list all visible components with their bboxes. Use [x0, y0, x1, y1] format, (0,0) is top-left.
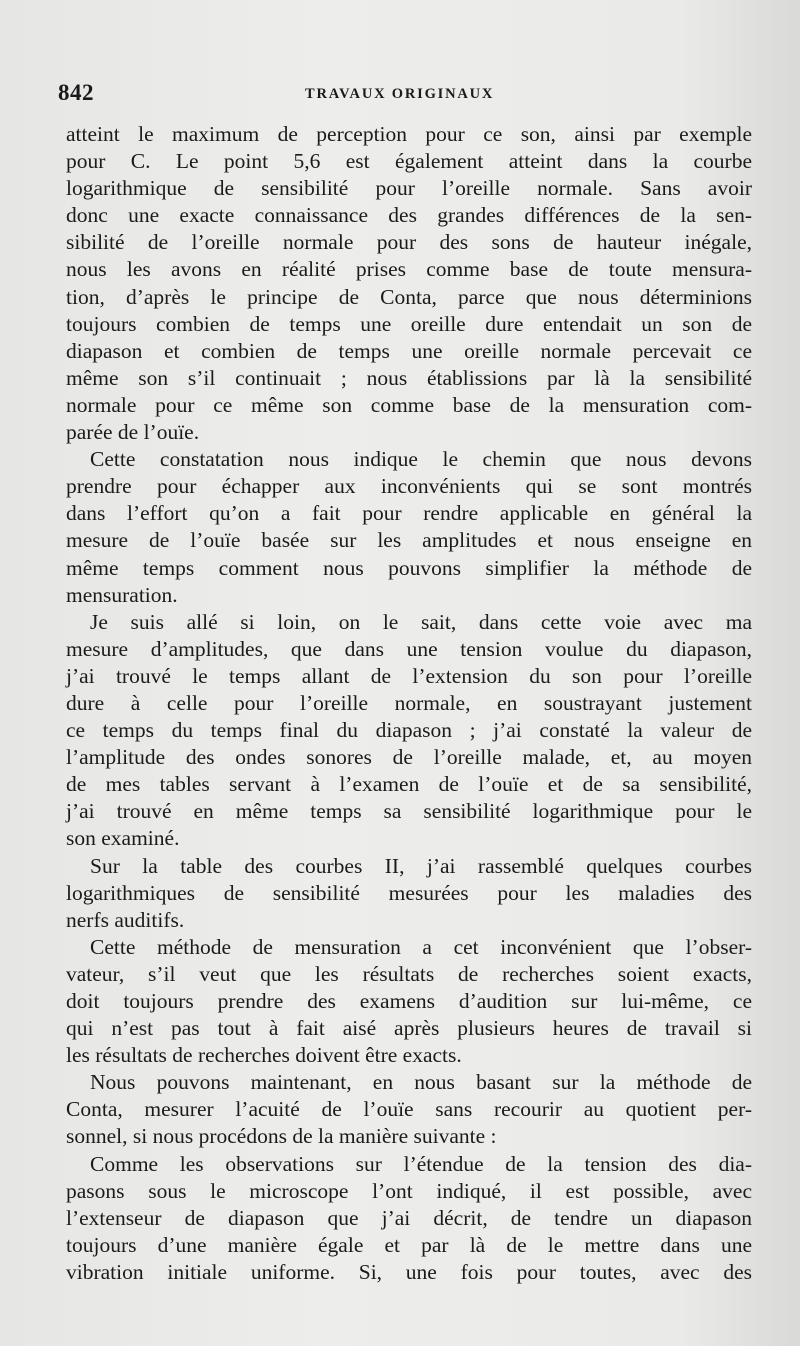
- text-line: doit toujours prendre des examens d’audition sur lui-même, ce: [66, 989, 752, 1013]
- text-line: dans l’effort qu’on a fait pour rendre applicable en général la: [66, 501, 752, 526]
- text-line: pasons sous le microscope l’ont indiqué, il est possible, avec: [66, 1178, 752, 1203]
- text-line: atteint le maximum de perception pour ce son, ainsi par exemple: [66, 122, 752, 146]
- text-line: donc une exacte connaissance des grandes différences de la sen-: [66, 203, 752, 228]
- text-line: diapason et combien de temps une oreille normale percevait ce: [66, 338, 752, 363]
- running-title: TRAVAUX ORIGINAUX: [305, 86, 495, 102]
- text-line: toujours combien de temps une oreille dure entendait un son de: [66, 311, 752, 336]
- text-line: normale pour ce même son comme base de la mensuration com-: [66, 392, 752, 417]
- text-line: tion, d’après le principe de Conta, parce que nous déterminions: [66, 284, 752, 309]
- text-line: nous les avons en réalité prises comme base de toute mensura-: [66, 257, 752, 282]
- text-line: même temps comment nous pouvons simplifier la méthode de: [66, 555, 752, 580]
- text-line: qui n’est pas tout à fait aisé après plusieurs heures de travail si: [66, 1016, 752, 1041]
- text-line: son examiné.: [66, 826, 180, 851]
- text-line: Conta, mesurer l’acuité de l’ouïe sans recourir au quotient per-: [66, 1097, 752, 1122]
- text-line: l’amplitude des ondes sonores de l’oreille malade, et, au moyen: [66, 745, 752, 770]
- text-line: prendre pour échapper aux inconvénients qui se sont montrés: [66, 474, 752, 499]
- text-line: Sur la table des courbes II, j’ai rassemblé quelques courbes: [90, 853, 752, 878]
- text-line: sonnel, si nous procédons de la manière suivante :: [66, 1124, 497, 1149]
- text-line: Cette constatation nous indique le chemin que nous devons: [90, 447, 752, 472]
- text-line: les résultats de recherches doivent être exacts.: [66, 1043, 462, 1068]
- text-line: mesure de l’ouïe basée sur les amplitudes et nous enseigne en: [66, 528, 752, 553]
- text-line: nerfs auditifs.: [66, 907, 185, 932]
- text-line: Nous pouvons maintenant, en nous basant sur la méthode de: [90, 1070, 752, 1095]
- text-line: l’extenseur de diapason que j’ai décrit, de tendre un diapason: [66, 1205, 752, 1230]
- text-line: ce temps du temps final du diapason ; j’ai constaté la valeur de: [66, 718, 752, 743]
- text-line: j’ai trouvé le temps allant de l’extension du son pour l’oreille: [66, 663, 752, 688]
- text-line: mesure d’amplitudes, que dans une tension voulue du diapason,: [66, 636, 752, 661]
- text-line: Comme les observations sur l’étendue de la tension des dia-: [90, 1151, 752, 1176]
- text-line: vibration initiale uniforme. Si, une fois pour toutes, avec des: [66, 1259, 752, 1284]
- text-line: parée de l’ouïe.: [66, 420, 200, 445]
- text-line: logarithmique de sensibilité pour l’oreille normale. Sans avoir: [66, 176, 752, 201]
- page-number: 842: [58, 80, 94, 105]
- text-line: Je suis allé si loin, on le sait, dans cette voie avec ma: [90, 609, 752, 634]
- text-line: sibilité de l’oreille normale pour des sons de hauteur inégale,: [66, 230, 752, 255]
- page-header: [58, 80, 758, 110]
- text-line: dure à celle pour l’oreille normale, en soustrayant justement: [66, 690, 752, 715]
- text-line: logarithmiques de sensibilité mesurées pour les maladies des: [66, 880, 752, 905]
- text-line: mensuration.: [66, 582, 178, 607]
- text-line: Cette méthode de mensuration a cet inconvénient que l’obser-: [90, 934, 752, 959]
- text-line: j’ai trouvé en même temps sa sensibilité logarithmique pour le: [66, 799, 752, 824]
- text-line: pour C. Le point 5,6 est également atteint dans la courbe: [66, 149, 752, 174]
- body-text: [66, 121, 752, 1286]
- text-line: vateur, s’il veut que les résultats de recherches soient exacts,: [66, 961, 752, 986]
- text-line: toujours d’une manière égale et par là de le mettre dans une: [66, 1232, 752, 1257]
- text-line: de mes tables servant à l’examen de l’ouïe et de sa sensibilité,: [66, 772, 752, 797]
- text-line: même son s’il continuait ; nous établissions par là la sensibilité: [66, 365, 752, 390]
